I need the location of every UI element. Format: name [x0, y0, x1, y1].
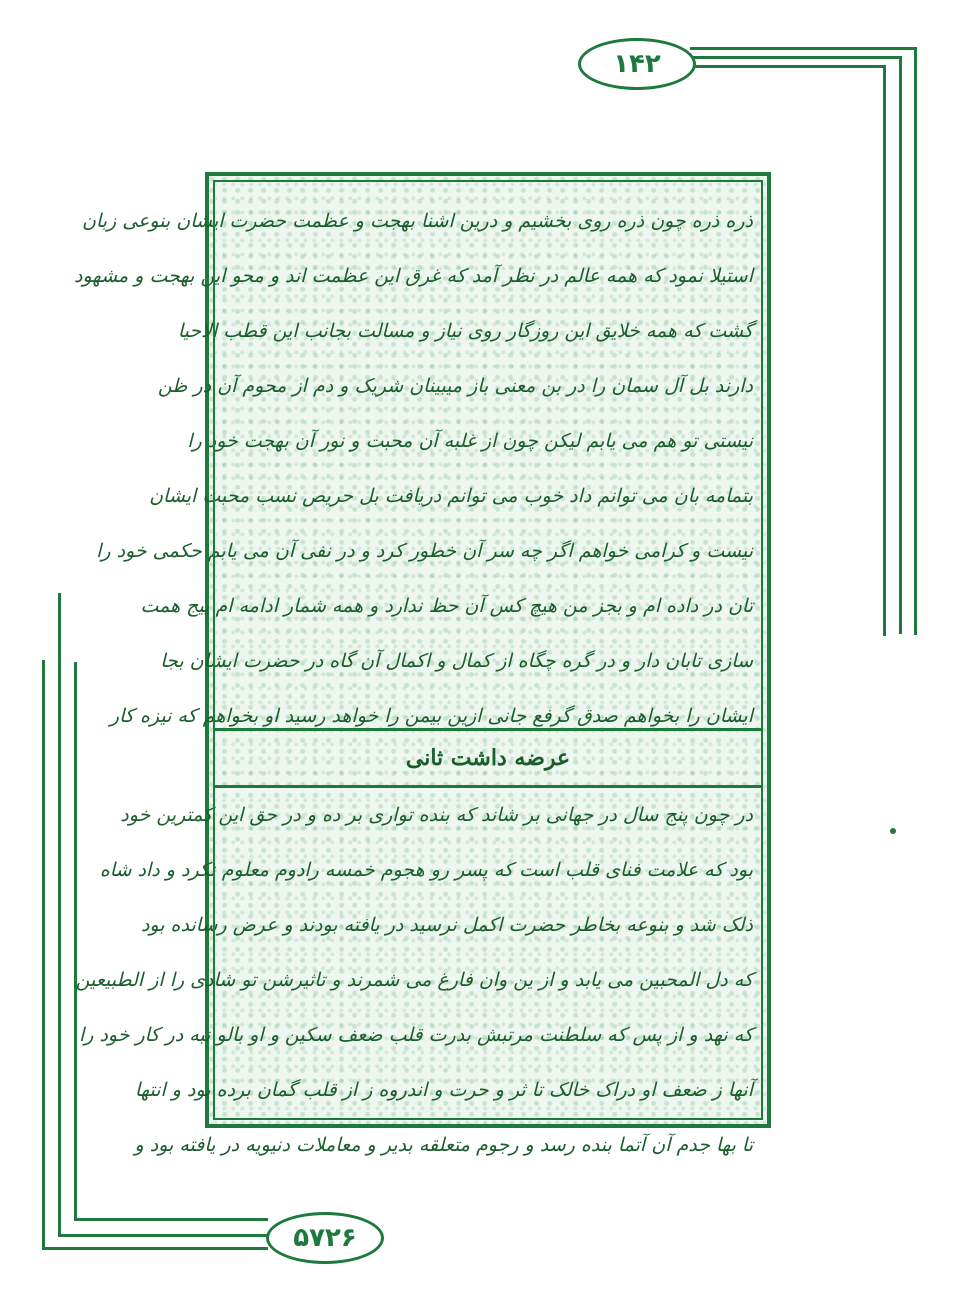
frame-line	[42, 1247, 268, 1250]
frame-line	[690, 56, 902, 59]
frame-line	[899, 56, 902, 634]
manuscript-line: نیست و کرامی خواهم اگر چه سر آن خطور کرد و در نفی آن می یابم حکمی خود را	[96, 540, 753, 562]
frame-line	[58, 1234, 268, 1237]
manuscript-line: آنها ز ضعف او دراک خالک تا ثر و حرت و اندروه ز از قلب گمان برده بود و انتها	[134, 1079, 753, 1101]
section-heading-text: عرضه داشت ثانی	[405, 745, 571, 771]
manuscript-line: بود که علامت فنای قلب است که پسر رو هجوم خمسه رادوم معلوم نکرد و داد شاه	[99, 859, 753, 881]
manuscript-text-bottom	[75, 788, 753, 1173]
manuscript-line: تان در داده ام و بجز من هیچ کس آن حظ ندارد و همه شمار ادامه ام پیج همت	[140, 595, 753, 617]
manuscript-page	[74, 172, 771, 1156]
manuscript-line: دارند بل آل سمان را در بن معنی باز میبینان شریک و دم از محوم آن در ظن	[157, 375, 753, 397]
frame-line	[74, 1218, 268, 1221]
manuscript-line: نیستی تو هم می یابم لیکن چون از غلبه آن محبت و نور آن بهجت خود را	[187, 430, 753, 452]
margin-speck	[890, 828, 896, 834]
frame-line	[58, 593, 61, 1237]
manuscript-line: سازی تابان دار و در گره چگاه از کمال و اکمال آن گاه در حضرت ایشان بجا	[160, 650, 753, 672]
manuscript-line: ذره ذره چون ذره روی بخشیم و درین اشنا بهجت و عظمت حضرت ایشان بنوعی زبان	[81, 210, 753, 232]
page-number-top	[578, 38, 696, 90]
manuscript-line: ذلک شد و بنوعه بخاطر حضرت اکمل نرسید در یافته بودند و عرض رسانده بود	[140, 914, 753, 936]
manuscript-line: در چون پنج سال در جهانی بر شاند که بنده تواری بر ده و در حق این کمترین خود	[120, 804, 753, 826]
page-number-top-text: ۱۴۲	[613, 49, 661, 79]
manuscript-line: که دل المحبین می یابد و از ین وان فارغ می شمرند و تاثیرشن تو شادی را از الطبیعین	[75, 969, 753, 991]
manuscript-line: گشت که همه خلایق این روزگار روی نیاز و مسالت بجانب این قطب الاحیا	[177, 320, 753, 342]
page-number-bottom-text: ۵۷۲۶	[293, 1223, 357, 1253]
manuscript-line: استیلا نمود که همه عالم در نظر آمد که غرق این عظمت اند و محو این بهجت و مشهود	[74, 265, 753, 287]
manuscript-line: بتمامه بان می توانم داد خوب می توانم دریافت بل حریص نسب محبت ایشان	[149, 485, 753, 507]
frame-line	[74, 662, 77, 1221]
frame-line	[42, 660, 45, 1250]
page-number-bottom	[266, 1212, 384, 1264]
manuscript-line: تا بها جدم آن آتما بنده رسد و رجوم متعلقه بدیر و معاملات دنیویه در یافته بود و	[134, 1134, 753, 1156]
manuscript-line: ایشان را بخواهم صدق گرفع جانی ازین بیمن را خواهد رسید او بخواهم که نیزه کار	[109, 705, 753, 727]
frame-line	[690, 65, 886, 68]
section-heading	[215, 728, 761, 788]
manuscript-line: که نهد و از پس که سلطنت مرتبش بدرت قلب ضعف سکین و او بالو نبه در کار خود را	[78, 1024, 753, 1046]
frame-line	[690, 47, 917, 50]
manuscript-text-top	[74, 194, 753, 744]
frame-line	[914, 47, 917, 635]
frame-line	[883, 65, 886, 636]
